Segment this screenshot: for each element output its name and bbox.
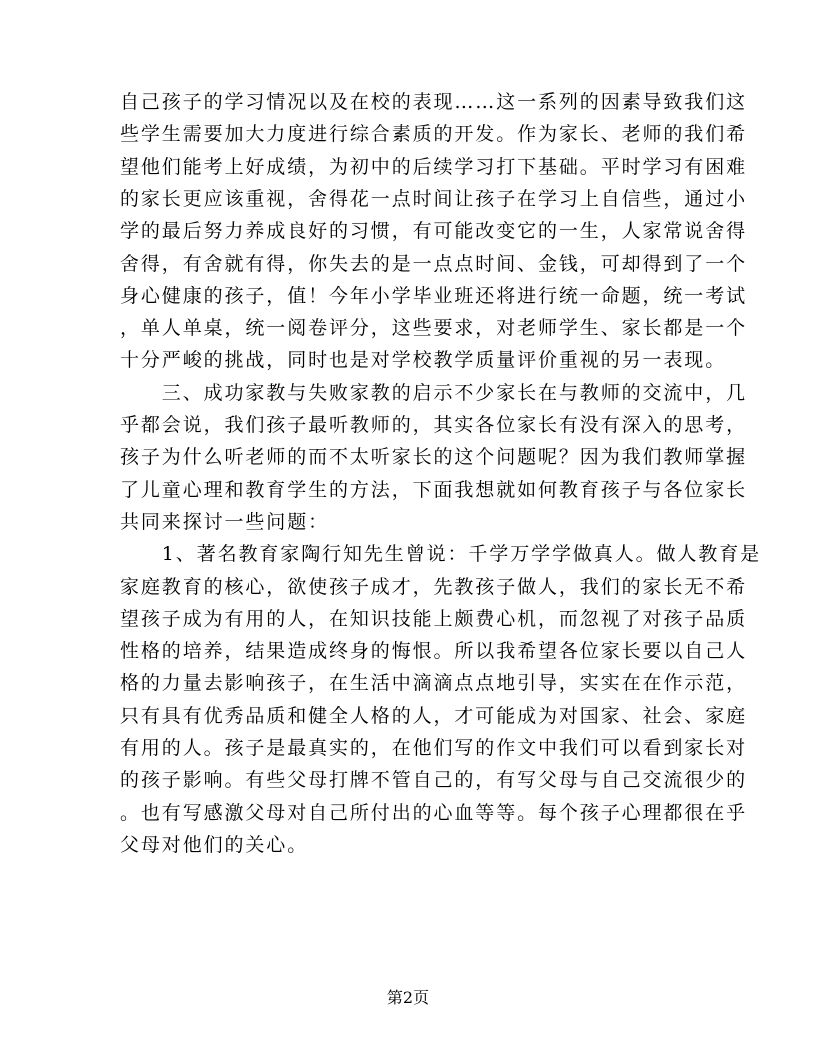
paragraph-3-line: 的孩子影响。有些父母打牌不管自己的，有写父母与自己交流很少的 (120, 769, 748, 792)
paragraph-3-line: 性格的培养，结果造成终身的悔恨。所以我希望各位家长要以自己人 (120, 640, 748, 663)
paragraph-2-line: 孩子为什么听老师的而不太听家长的这个问题呢？因为我们教师掌握 (120, 446, 748, 469)
paragraph-1-line: 十分严峻的挑战，同时也是对学校教学质量评价重视的另一表现。 (120, 349, 727, 372)
paragraph-2-line: 共同来探讨一些问题： (120, 510, 330, 533)
paragraph-3-line: 家庭教育的核心，欲使孩子成才，先教孩子做人，我们的家长无不希 (120, 575, 748, 598)
paragraph-2-line: 乎都会说，我们孩子最听教师的，其实各位家长有没有深入的思考， (120, 414, 748, 436)
paragraph-3-line: 格的力量去影响孩子，在生活中滴滴点点地引导，实实在在作示范， (120, 672, 748, 695)
paragraph-3-line: 只有具有优秀品质和健全人格的人，才可能成为对国家、社会、家庭 (120, 704, 748, 727)
paragraph-3-line: 有用的人。孩子是最真实的，在他们写的作文中我们可以看到家长对 (120, 737, 748, 759)
paragraph-3-line: 父母对他们的关心。 (120, 833, 309, 856)
paragraph-1-line: 学的最后努力养成良好的习惯，有可能改变它的一生，人家常说舍得 (120, 220, 748, 243)
paragraph-3-line: 望孩子成为有用的人，在知识技能上颇费心机，而忽视了对孩子品质 (120, 607, 748, 630)
paragraph-2-line: 三、成功家教与失败家教的启示不少家长在与教师的交流中，几 (120, 381, 748, 404)
paragraph-2-line: 了儿童心理和教育学生的方法，下面我想就如何教育孩子与各位家长 (120, 478, 748, 501)
paragraph-3-line: 1、著名教育家陶行知先生曾说：千学万学学做真人。做人教育是 (120, 543, 761, 566)
page-number: 第2页 (386, 988, 430, 1007)
paragraph-1-line: 舍得，有舍就有得，你失去的是一点点时间、金钱，可却得到了一个 (120, 252, 748, 275)
paragraph-1-line: 些学生需要加大力度进行综合素质的开发。作为家长、老师的我们希 (120, 123, 748, 146)
paragraph-1-line: ，单人单桌，统一阅卷评分，这些要求，对老师学生、家长都是一个 (120, 317, 748, 340)
paragraph-3-line: 。也有写感激父母对自己所付出的心血等等。每个孩子心理都很在乎 (120, 801, 748, 824)
paragraph-1-line: 望他们能考上好成绩，为初中的后续学习打下基础。平时学习有困难 (120, 155, 748, 178)
paragraph-1-line: 自己孩子的学习情况以及在校的表现……这一系列的因素导致我们这 (120, 91, 748, 113)
paragraph-1-line: 的家长更应该重视，舍得花一点时间让孩子在学习上自信些，通过小 (120, 187, 748, 210)
paragraph-1-line: 身心健康的孩子，值！今年小学毕业班还将进行统一命题，统一考试 (120, 284, 748, 307)
